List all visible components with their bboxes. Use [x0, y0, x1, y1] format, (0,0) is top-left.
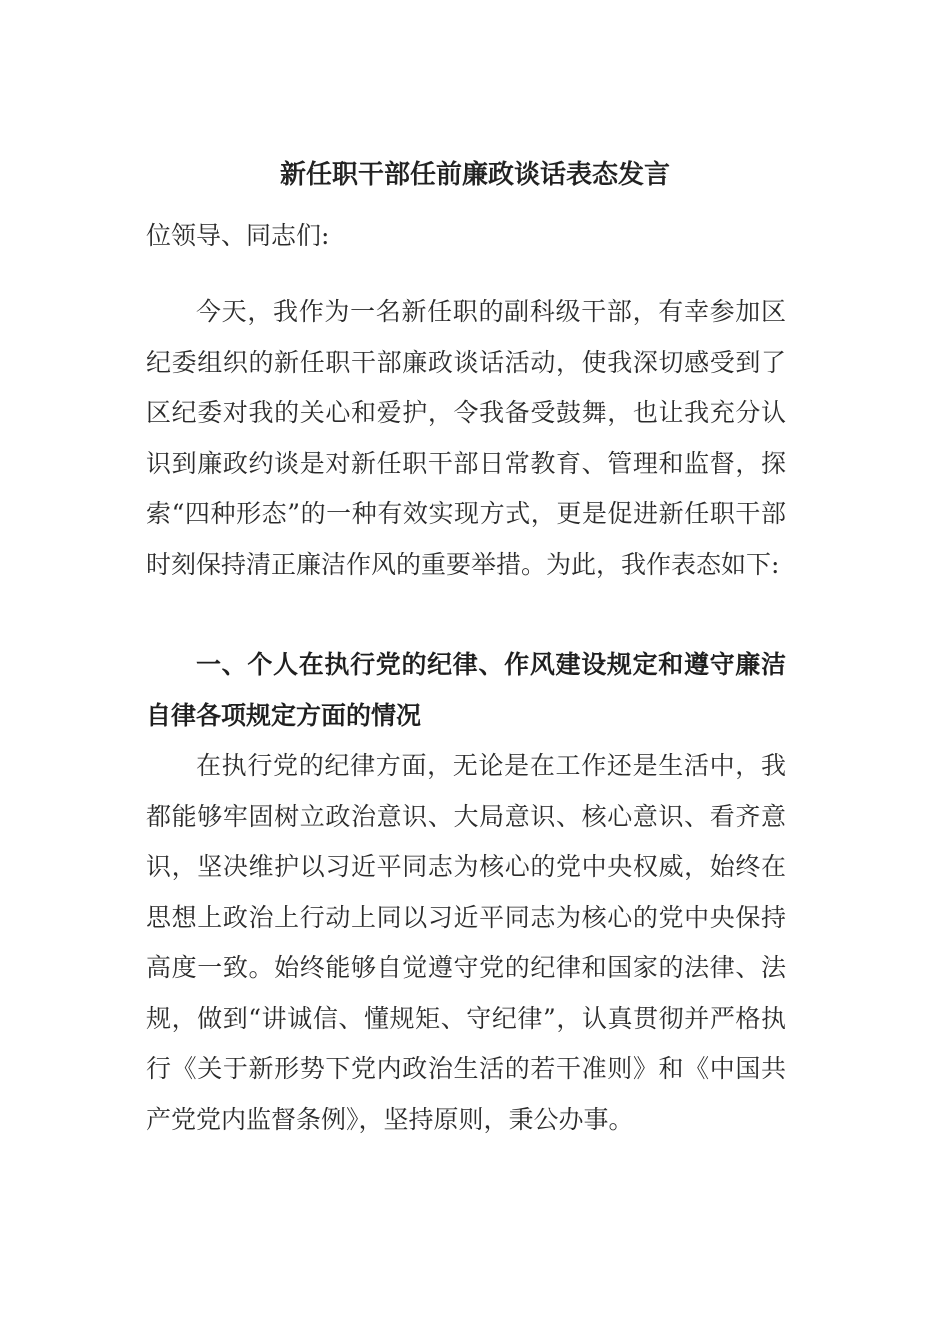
document-title: 新任职干部任前廉政谈话表态发言 — [279, 160, 670, 190]
section-heading: 一、个人在执行党的纪律、作风建设规定和遵守廉洁自律各项规定方面的情况 — [146, 650, 786, 730]
paragraph-intro: 今天，我作为一名新任职的副科级干部，有幸参加区纪委组织的新任职干部廉政谈话活动，使我深切感受到了区纪委对我的关心和爱护，令我备受鼓舞，也让我充分认识到廉政约谈是对新任职干部日常教育、管理和监督，探索“四种形态”的一种有效实现方式，更是促进新任职干部时刻保持清正廉洁作风的重要举措。为此，我作表态如下: — [146, 297, 786, 579]
salutation: 位领导、同志们: — [146, 221, 330, 250]
paragraph-discipline: 在执行党的纪律方面，无论是在工作还是生活中，我都能够牢固树立政治意识、大局意识、核心意识、看齐意识，坚决维护以习近平同志为核心的党中央权威，始终在思想上政治上行动上同以习近平同志为核心的党中央保持高度一致。始终能够自觉遵守党的纪律和国家的法律、法规，做到“讲诚信、懂规矩、守纪律”，认真贯彻并严格执行《关于新形势下党内政治生活的若干准则》和《中国共产党党内监督条例》，坚持原则，秉公办事。 — [146, 751, 786, 1134]
